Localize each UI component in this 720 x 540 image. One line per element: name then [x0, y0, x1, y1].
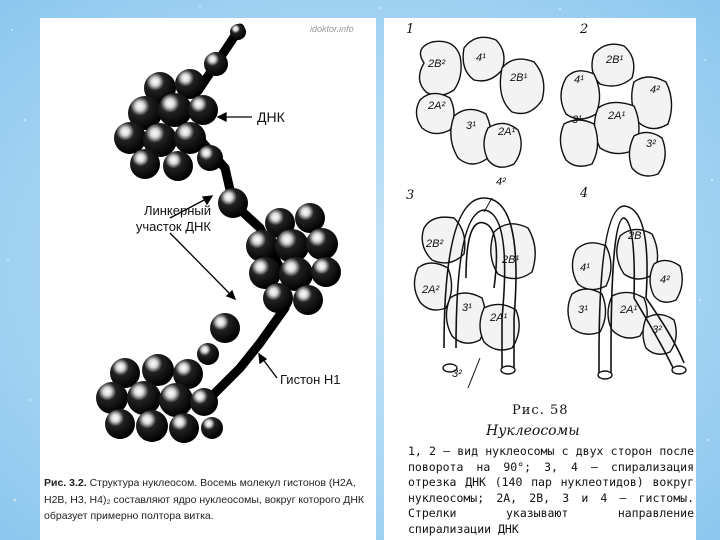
p4-label-41: 4¹ — [580, 262, 590, 274]
p2-label-2b1: 2B¹ — [606, 54, 624, 66]
p3-label-31: 3¹ — [462, 302, 472, 314]
p3-label-42: 4² — [496, 176, 506, 188]
p2-label-31: 3¹ — [572, 114, 582, 126]
sketch-4-histone-blobs — [568, 229, 682, 354]
p3-label-2a2: 2A² — [422, 284, 440, 296]
panel-number-4: 4 — [580, 186, 589, 201]
nucleosome-3 — [96, 354, 223, 443]
p3-label-2b2: 2B² — [426, 238, 444, 250]
linker-dna-label — [96, 203, 211, 235]
figure-caption-3-2 — [44, 475, 372, 525]
p3-label-32: 3² — [452, 368, 462, 380]
histone-h1-label: Гистон Н1 — [280, 372, 341, 387]
linker-bead — [197, 343, 219, 365]
linker-bead — [210, 313, 240, 343]
watermark: idoktor.info — [310, 24, 354, 34]
nucleosome-2 — [246, 203, 341, 315]
p2-label-41: 4¹ — [574, 74, 584, 86]
dna-label: ДНК — [257, 109, 285, 125]
p4-label-2b: 2B — [628, 230, 642, 242]
p2-label-32: 3² — [646, 138, 656, 150]
linker-label-line1: Линкерный — [143, 203, 211, 218]
right-figure-panel — [384, 18, 696, 540]
p2-label-2a1: 2A¹ — [608, 110, 626, 122]
p1-label-2b1: 2B¹ — [510, 72, 528, 84]
panel-number-2: 2 — [580, 22, 589, 37]
p1-label-2a2: 2A² — [428, 100, 446, 112]
left-figure-panel — [40, 18, 376, 540]
p1-label-2a1: 2A¹ — [498, 126, 516, 138]
p1-label-2b2: 2B² — [428, 58, 446, 70]
figure-58-subtitle: Нуклеосомы — [486, 423, 580, 439]
p4-label-2a1: 2A¹ — [620, 304, 638, 316]
caption-figure-number: Рис. 3.2. — [44, 477, 87, 489]
caption-text: Структура нуклеосом. Восемь молекул гистонов (Н2А, Н2В, Н3, Н4)₂ составляют ядро нуклеосомы, вокруг которого ДНК образует примерно полтора витка. — [44, 477, 365, 522]
p4-label-32: 3² — [652, 324, 662, 336]
panel-number-1: 1 — [406, 22, 415, 37]
nucleosome-chain-illustration — [40, 18, 376, 473]
p1-label-41: 4¹ — [476, 52, 486, 64]
p3-label-2b1: 2B¹ — [502, 254, 520, 266]
nucleosome-sketches — [384, 18, 696, 398]
pointer-arrows — [468, 198, 492, 388]
panel-number-3: 3 — [406, 188, 415, 203]
p3-label-2a1: 2A¹ — [490, 312, 508, 324]
figure-58-description: 1, 2 — вид нуклеосомы с двух сторон после поворота на 90°; 3, 4 — спирализация отрезка ДНК (140 пар нуклеотидов) вокруг нуклеосомы; 2А, 2В, 3 и 4 — гистомы. Стрелки указывают направление спирализации ДНК — [408, 444, 694, 536]
linker-label-line2: участок ДНК — [135, 219, 211, 234]
linker-bead — [218, 188, 248, 218]
p1-label-31: 3¹ — [466, 120, 476, 132]
p4-label-42: 4² — [660, 274, 670, 286]
p2-label-42: 4² — [650, 84, 660, 96]
dna-ends — [443, 364, 686, 379]
figure-58-title: Рис. 58 — [512, 403, 569, 418]
p4-label-31: 3¹ — [578, 304, 588, 316]
